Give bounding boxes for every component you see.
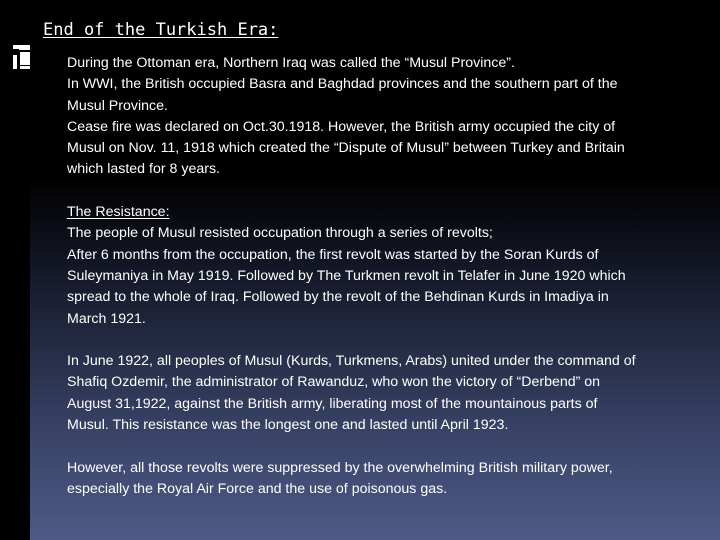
corner-accent-block xyxy=(20,66,30,69)
left-accent-band xyxy=(0,0,30,540)
text-line: The people of Musul resisted occupation through a series of revolts; xyxy=(67,225,493,242)
slide-body xyxy=(67,53,707,500)
text-line: spread to the whole of Iraq. Followed by the revolt of the Behdinan Kurds in Imadiya in xyxy=(67,289,609,306)
text-line: Suleymaniya in May 1919. Followed by The Turkmen revolt in Telafer in June 1920 which xyxy=(67,267,626,284)
text-line: In WWI, the British occupied Basra and Baghdad provinces and the southern part of the xyxy=(67,76,618,93)
text-line: Cease fire was declared on Oct.30.1918. However, the British army occupied the city of xyxy=(67,118,616,135)
text-line: After 6 months from the occupation, the first revolt was started by the Soran Kurds of xyxy=(67,246,599,263)
text-line: Musul Province. xyxy=(67,97,168,114)
corner-accent-block xyxy=(13,55,17,69)
corner-accent-block xyxy=(20,52,30,65)
text-line: August 31,1922, against the British army, liberating most of the mountainous parts of xyxy=(67,395,598,412)
text-line: During the Ottoman era, Northern Iraq was called the “Musul Province”. xyxy=(67,55,515,71)
text-line: especially the Royal Air Force and the use of poisonous gas. xyxy=(67,480,448,497)
text-line: However, all those revolts were suppressed by the overwhelming British military power, xyxy=(67,459,613,476)
text-line: In June 1922, all peoples of Musul (Kurds, Turkmens, Arabs) united under the command of xyxy=(67,353,636,370)
text-line: Shafiq Ozdemir, the administrator of Rawanduz, who won the victory of “Derbend” on xyxy=(67,374,601,391)
text-line: Musul on Nov. 11, 1918 which created the “Dispute of Musul” between Turkey and Britain xyxy=(67,140,625,157)
text-line: March 1921. xyxy=(67,310,146,327)
slide-title: End of the Turkish Era: xyxy=(43,20,279,40)
paragraph-gap xyxy=(67,436,707,457)
paragraph-gap xyxy=(67,181,707,202)
corner-accent-line xyxy=(19,49,30,50)
text-line: which lasted for 8 years. xyxy=(67,161,220,178)
text-line: Musul. This resistance was the longest one and lasted until April 1923. xyxy=(67,417,509,434)
resistance-heading: The Resistance: xyxy=(67,204,170,221)
paragraph-gap xyxy=(67,330,707,351)
